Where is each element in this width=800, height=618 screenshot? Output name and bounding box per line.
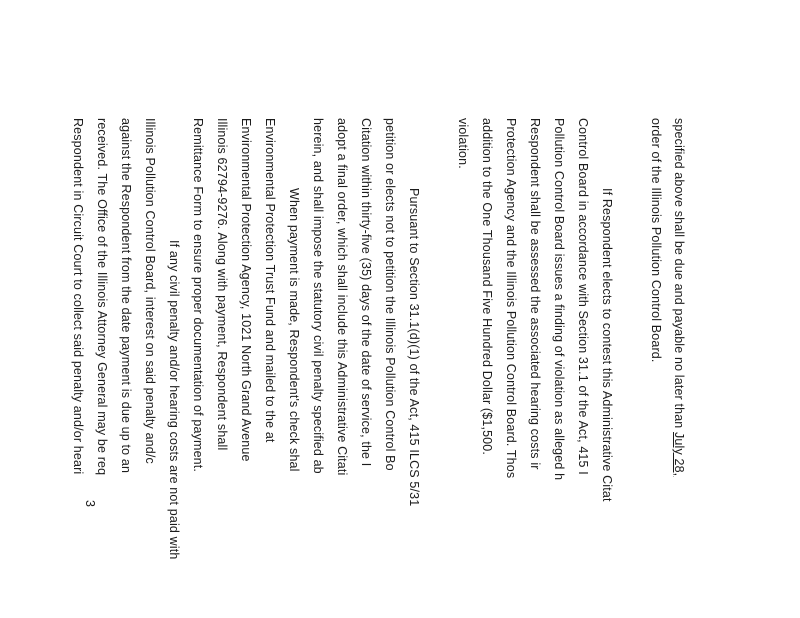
text-line-2: order of the Illinois Pollution Control Board. (649, 118, 663, 363)
text-line-14: herein, and shall impose the statutory civil penalty specified ab (311, 118, 325, 474)
text-line-15: When payment is made, Respondent's check shal (287, 188, 301, 472)
text-line-7: Protection Agency and the Illinois Pollution Control Board. Thos (504, 118, 518, 479)
text-line-1: specified above shall be due and payable no later than July 28, (672, 118, 686, 477)
text-line-23: received. The Office of the Illinois Attorney General may be req (95, 118, 109, 476)
text-line-10: Pursuant to Section 31.1(d)(1) of the Act, 415 ILCS 5/31 (407, 188, 421, 507)
text-line-12: Citation within thirty-five (35) days of the date of service, the I (359, 118, 373, 467)
text-line-22: against the Respondent from the date payment is due up to an (119, 118, 133, 474)
text-line-6: Respondent shall be assessed the associated hearing costs ir (528, 118, 542, 470)
text-line-16: Environmental Protection Trust Fund and mailed to the at (263, 118, 277, 443)
text-line-24: Respondent in Circuit Court to collect said penalty and/or heari (71, 118, 85, 475)
text-line-21: Illinois Pollution Control Board, interest on said penalty and/c (143, 118, 157, 464)
text-line-20: If any civil penalty and/or hearing costs are not paid with (167, 240, 181, 560)
text-line-13: adopt a final order, which shall include this Administrative Citati (335, 118, 349, 476)
page-number: 3 (83, 500, 97, 507)
text-line-3: If Respondent elects to contest this Administrative Citat (600, 188, 614, 502)
text-line-9: violation. (456, 118, 470, 169)
text-line-5: Pollution Control Board issues a finding of violation as alleged h (552, 118, 566, 481)
text-line-18: Illinois 62794-9276. Along with payment, Respondent shall (215, 118, 229, 451)
text-line-19: Remittance Form to ensure proper documentation of payment. (191, 118, 205, 473)
text-line-8: addition to the One Thousand Five Hundred Dollar ($1,500. (480, 118, 494, 455)
text-line-4: Control Board in accordance with Section 31.1 of the Act, 415 I (576, 118, 590, 475)
text-line-17: Environmental Protection Agency, 1021 North Grand Avenue (239, 118, 253, 462)
text-line-11: petition or elects not to petition the Illinois Pollution Control Bo (383, 118, 397, 471)
